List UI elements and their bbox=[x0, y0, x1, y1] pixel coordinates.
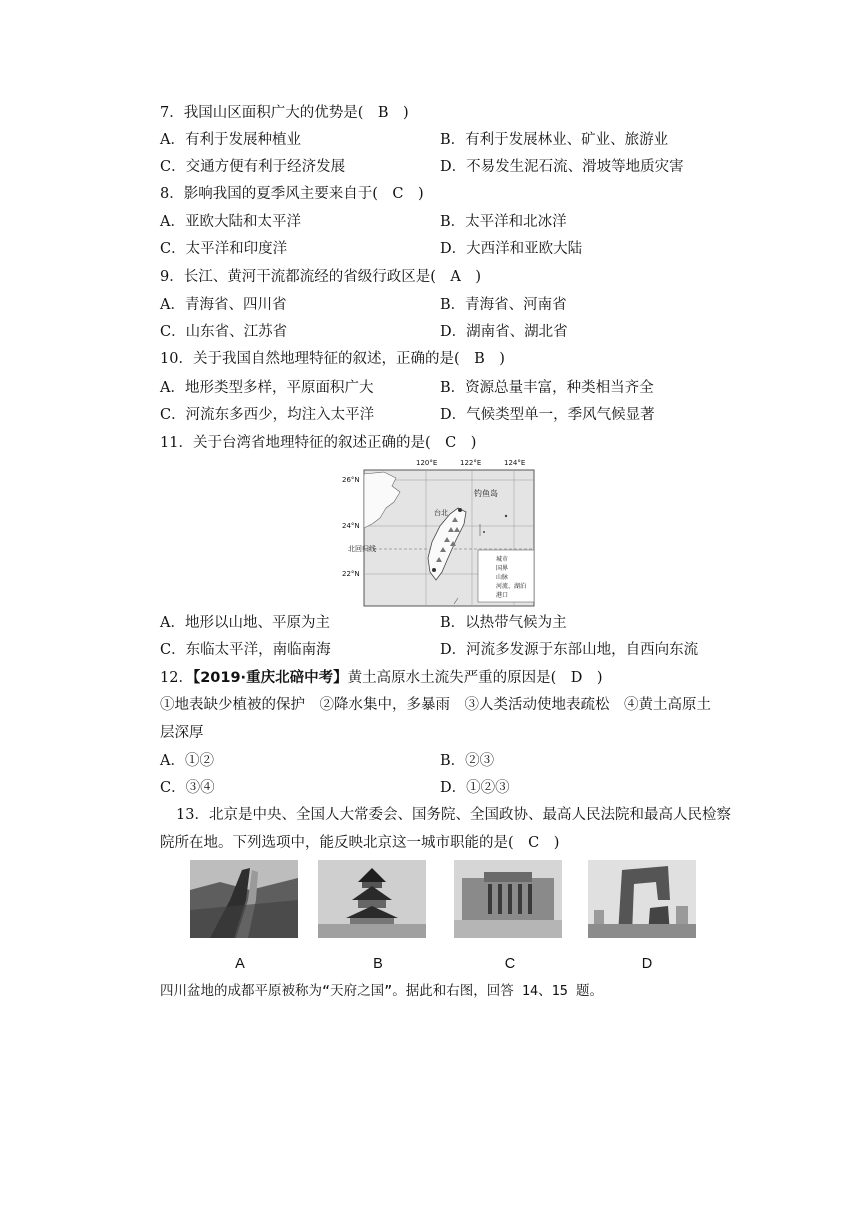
q12-stem-text: 黄土高原水土流失严重的原因是( D ) bbox=[347, 670, 603, 686]
great-hall-photo bbox=[454, 860, 562, 938]
cctv-tower-photo bbox=[588, 860, 696, 938]
great-wall-photo bbox=[190, 860, 298, 938]
q10-option-a: A．地形类型多样，平原面积广大 bbox=[160, 380, 374, 396]
q12-option-c: C．③④ bbox=[160, 780, 215, 796]
q12-number: 12． bbox=[160, 670, 193, 686]
question-9-stem: 9．长江、黄河干流都流经的省级行政区是( A ) bbox=[160, 269, 482, 285]
map-legend-city: 城市 bbox=[496, 556, 509, 563]
map-lat-label-26: 26°N bbox=[342, 476, 360, 484]
q8-option-a: A．亚欧大陆和太平洋 bbox=[160, 214, 301, 230]
q7-option-c: C．交通方便有利于经济发展 bbox=[160, 159, 346, 175]
q8-option-b: B．太平洋和北冰洋 bbox=[440, 214, 567, 230]
map-legend-port: 港口 bbox=[496, 592, 509, 599]
question-10-stem: 10．关于我国自然地理特征的叙述，正确的是( B ) bbox=[160, 351, 505, 367]
q9-option-a: A．青海省、四川省 bbox=[160, 297, 287, 313]
q12-option-a: A．①② bbox=[160, 753, 214, 769]
map-legend-river: 河流、湖泊 bbox=[496, 583, 527, 590]
taiwan-map bbox=[342, 459, 538, 608]
question-12-stem bbox=[160, 669, 603, 687]
temple-of-heaven-photo bbox=[318, 860, 426, 938]
question-13-line2: 院所在地。下列选项中，能反映北京这一城市职能的是( C ) bbox=[160, 835, 560, 851]
q9-option-d: D．湖南省、湖北省 bbox=[440, 324, 568, 340]
q9-option-b: B．青海省、河南省 bbox=[440, 297, 567, 313]
map-lat-label-24: 24°N bbox=[342, 522, 360, 530]
question-13-line1: 13．北京是中央、全国人大常委会、国务院、全国政协、最高人民法院和最高人民检察 bbox=[176, 807, 731, 823]
q12-statements-line2: 层深厚 bbox=[160, 725, 204, 741]
photo-label-a: A bbox=[235, 956, 245, 972]
q7-option-a: A．有利于发展种植业 bbox=[160, 132, 301, 148]
q8-option-c: C．太平洋和印度洋 bbox=[160, 241, 288, 257]
map-legend-border: 国界 bbox=[496, 565, 509, 572]
map-city-label: 台北 bbox=[434, 509, 448, 517]
q10-option-b: B．资源总量丰富，种类相当齐全 bbox=[440, 380, 654, 396]
q10-option-d: D．气候类型单一，季风气候显著 bbox=[440, 407, 655, 423]
map-legend-mountain: 山脉 bbox=[496, 574, 509, 581]
photo-label-d: D bbox=[641, 956, 653, 972]
q9-option-c: C．山东省、江苏省 bbox=[160, 324, 288, 340]
q12-option-b: B．②③ bbox=[440, 753, 495, 769]
q11-option-a: A．地形以山地、平原为主 bbox=[160, 615, 330, 631]
map-lon-label-122: 122°E bbox=[460, 459, 482, 467]
photo-label-b: B bbox=[373, 956, 383, 972]
q10-option-c: C．河流东多西少，均注入太平洋 bbox=[160, 407, 375, 423]
footer-note: 四川盆地的成都平原被称为“天府之国”。据此和右图，回答 14、15 题。 bbox=[160, 983, 604, 999]
map-lon-label-124: 124°E bbox=[504, 459, 526, 467]
q11-option-d: D．河流多发源于东部山地，自西向东流 bbox=[440, 642, 699, 658]
map-island-label: 钓鱼岛 bbox=[474, 489, 498, 498]
photo-label-c: C bbox=[504, 956, 516, 972]
q12-statements-line1: ①地表缺少植被的保护 ②降水集中，多暴雨 ③人类活动使地表疏松 ④黄土高原土 bbox=[160, 697, 711, 713]
map-lon-label-120: 120°E bbox=[416, 459, 438, 467]
q12-option-d: D．①②③ bbox=[440, 780, 510, 796]
question-7-stem: 7．我国山区面积广大的优势是( B ) bbox=[160, 105, 409, 121]
question-11-stem: 11．关于台湾省地理特征的叙述正确的是( C ) bbox=[160, 435, 477, 451]
map-tropic-label: 北回归线 bbox=[348, 545, 376, 553]
q11-option-c: C．东临太平洋，南临南海 bbox=[160, 642, 331, 658]
question-8-stem: 8．影响我国的夏季风主要来自于( C ) bbox=[160, 186, 424, 202]
q12-source: 【2019·重庆北碚中考】 bbox=[192, 670, 348, 686]
map-lat-label-22: 22°N bbox=[342, 570, 360, 578]
q7-option-d: D．不易发生泥石流、滑坡等地质灾害 bbox=[440, 159, 684, 175]
q8-option-d: D．大西洋和亚欧大陆 bbox=[440, 241, 583, 257]
q7-option-b: B．有利于发展林业、矿业、旅游业 bbox=[440, 132, 669, 148]
q11-option-b: B．以热带气候为主 bbox=[440, 615, 567, 631]
